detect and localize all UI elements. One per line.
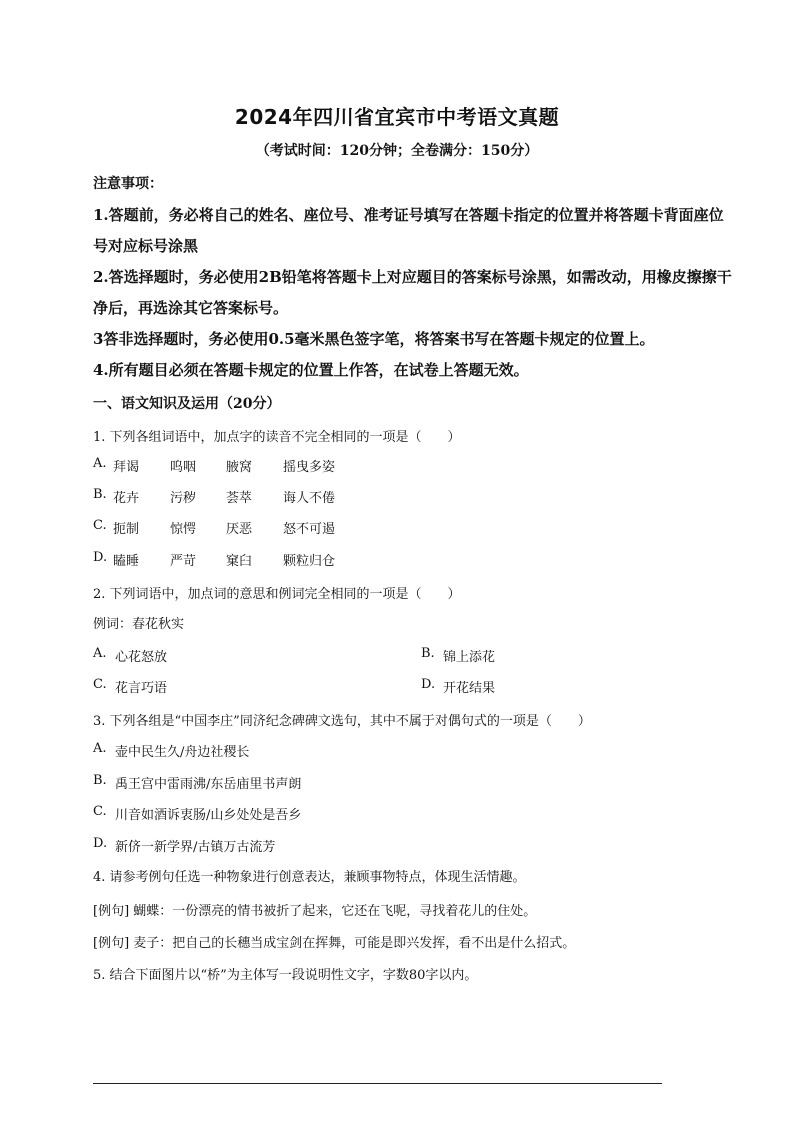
q3-option-d-text: 新侪一新学界/古镇万古流芳 (115, 840, 276, 855)
q1-option-c-word3: 厌恶 (226, 522, 253, 537)
q3-option-a-label: A. (93, 741, 107, 756)
q1-option-b-word2: 污秽 (170, 491, 197, 506)
q1-option-d-word1: 瞌睡 (113, 554, 140, 569)
q2-option-c-label: C. (93, 677, 107, 692)
notice-item: 4.所有题目必须在答题卡规定的位置上作答，在试卷上答题无效。 (93, 361, 529, 379)
question-5-stem: 5. 结合下面图片以“桥”为主体写一段说明性文字，字数80字以内。 (93, 968, 478, 983)
q3-option-d-label: D. (93, 836, 108, 851)
question-3-stem: 3. 下列各组是“中国李庄”同济纪念碑碑文选句，其中不属于对偶句式的一项是（ ） (93, 714, 591, 729)
q1-option-a-word2: 呜咽 (170, 460, 197, 475)
q3-option-b-label: B. (93, 773, 107, 788)
q1-option-d-word4: 颗粒归仓 (283, 554, 336, 569)
q1-option-d-word3: 窠臼 (226, 554, 253, 569)
q1-option-b-word4: 诲人不倦 (283, 491, 336, 506)
q1-option-a-word3: 腋窝 (226, 460, 253, 475)
q1-option-c-word4: 怒不可遏 (283, 522, 336, 537)
footer-rule (93, 1083, 662, 1084)
exam-title: 2024年四川省宜宾市中考语文真题 (234, 105, 560, 129)
q2-option-c-text: 花言巧语 (115, 681, 168, 696)
notice-item: 1.答题前，务必将自己的姓名、座位号、准考证号填写在答题卡指定的位置并将答题卡背面座位号对应标号涂黑 (93, 206, 724, 255)
q3-option-b-text: 禹王宫中雷雨沸/东岳庙里书声朗 (115, 777, 302, 792)
notice-item: 3答非选择题时，务必使用0.5毫米黑色签字笔，将答案书写在答题卡规定的位置上。 (93, 330, 655, 348)
q2-option-b-text: 锦上添花 (443, 650, 496, 665)
q2-option-d-text: 开花结果 (443, 681, 496, 696)
q1-option-a-word1: 拜谒 (113, 460, 140, 475)
q1-option-c-word1: 扼制 (113, 522, 140, 537)
q3-option-c-text: 川音如酒诉衷肠/山乡处处是吾乡 (115, 808, 302, 823)
q2-option-b-label: B. (421, 646, 435, 661)
q1-option-d-word2: 严苛 (170, 554, 197, 569)
notice-heading: 注意事项： (93, 176, 163, 192)
q3-option-c-label: C. (93, 804, 107, 819)
q2-option-d-label: D. (421, 677, 436, 692)
q1-option-b-word1: 花卉 (113, 491, 140, 506)
q4-example-1: [例句] 蝴蝶：一份漂亮的情书被折了起来，它还在飞呢，寻找着花儿的住处。 (93, 904, 537, 919)
section-heading: 一、语文知识及运用（20分） (93, 396, 281, 412)
q1-option-b-word3: 荟萃 (226, 491, 253, 506)
q1-option-c-word2: 惊愕 (170, 522, 197, 537)
q1-option-c-label: C. (93, 518, 107, 533)
q2-option-a-text: 心花怒放 (115, 650, 168, 665)
q1-option-b-label: B. (93, 487, 107, 502)
q3-option-a-text: 壶中民生久/舟边社稷长 (115, 745, 250, 760)
q1-option-a-word4: 摇曳多姿 (283, 460, 336, 475)
q4-example-2: [例句] 麦子：把自己的长穗当成宝剑在挥舞，可能是即兴发挥，看不出是什么招式。 (93, 936, 576, 951)
question-1-stem: 1. 下列各组词语中，加点字的读音不完全相同的一项是（ ） (93, 430, 461, 445)
exam-subtitle: （考试时间：120分钟；全卷满分：150分） (255, 143, 539, 159)
q2-example: 例词：春花秋实 (93, 617, 185, 632)
question-4-stem: 4. 请参考例句任选一种物象进行创意表达，兼顾事物特点，体现生活情趣。 (93, 870, 526, 885)
q1-option-d-label: D. (93, 550, 108, 565)
q1-option-a-label: A. (93, 456, 107, 471)
q2-option-a-label: A. (93, 646, 107, 661)
notice-item: 2.答选择题时，务必使用2B铅笔将答题卡上对应题目的答案标号涂黑，如需改动，用橡皮擦擦干净后，再选涂其它答案标号。 (93, 268, 732, 317)
question-2-stem: 2. 下列词语中，加点词的意思和例词完全相同的一项是（ ） (93, 587, 461, 602)
